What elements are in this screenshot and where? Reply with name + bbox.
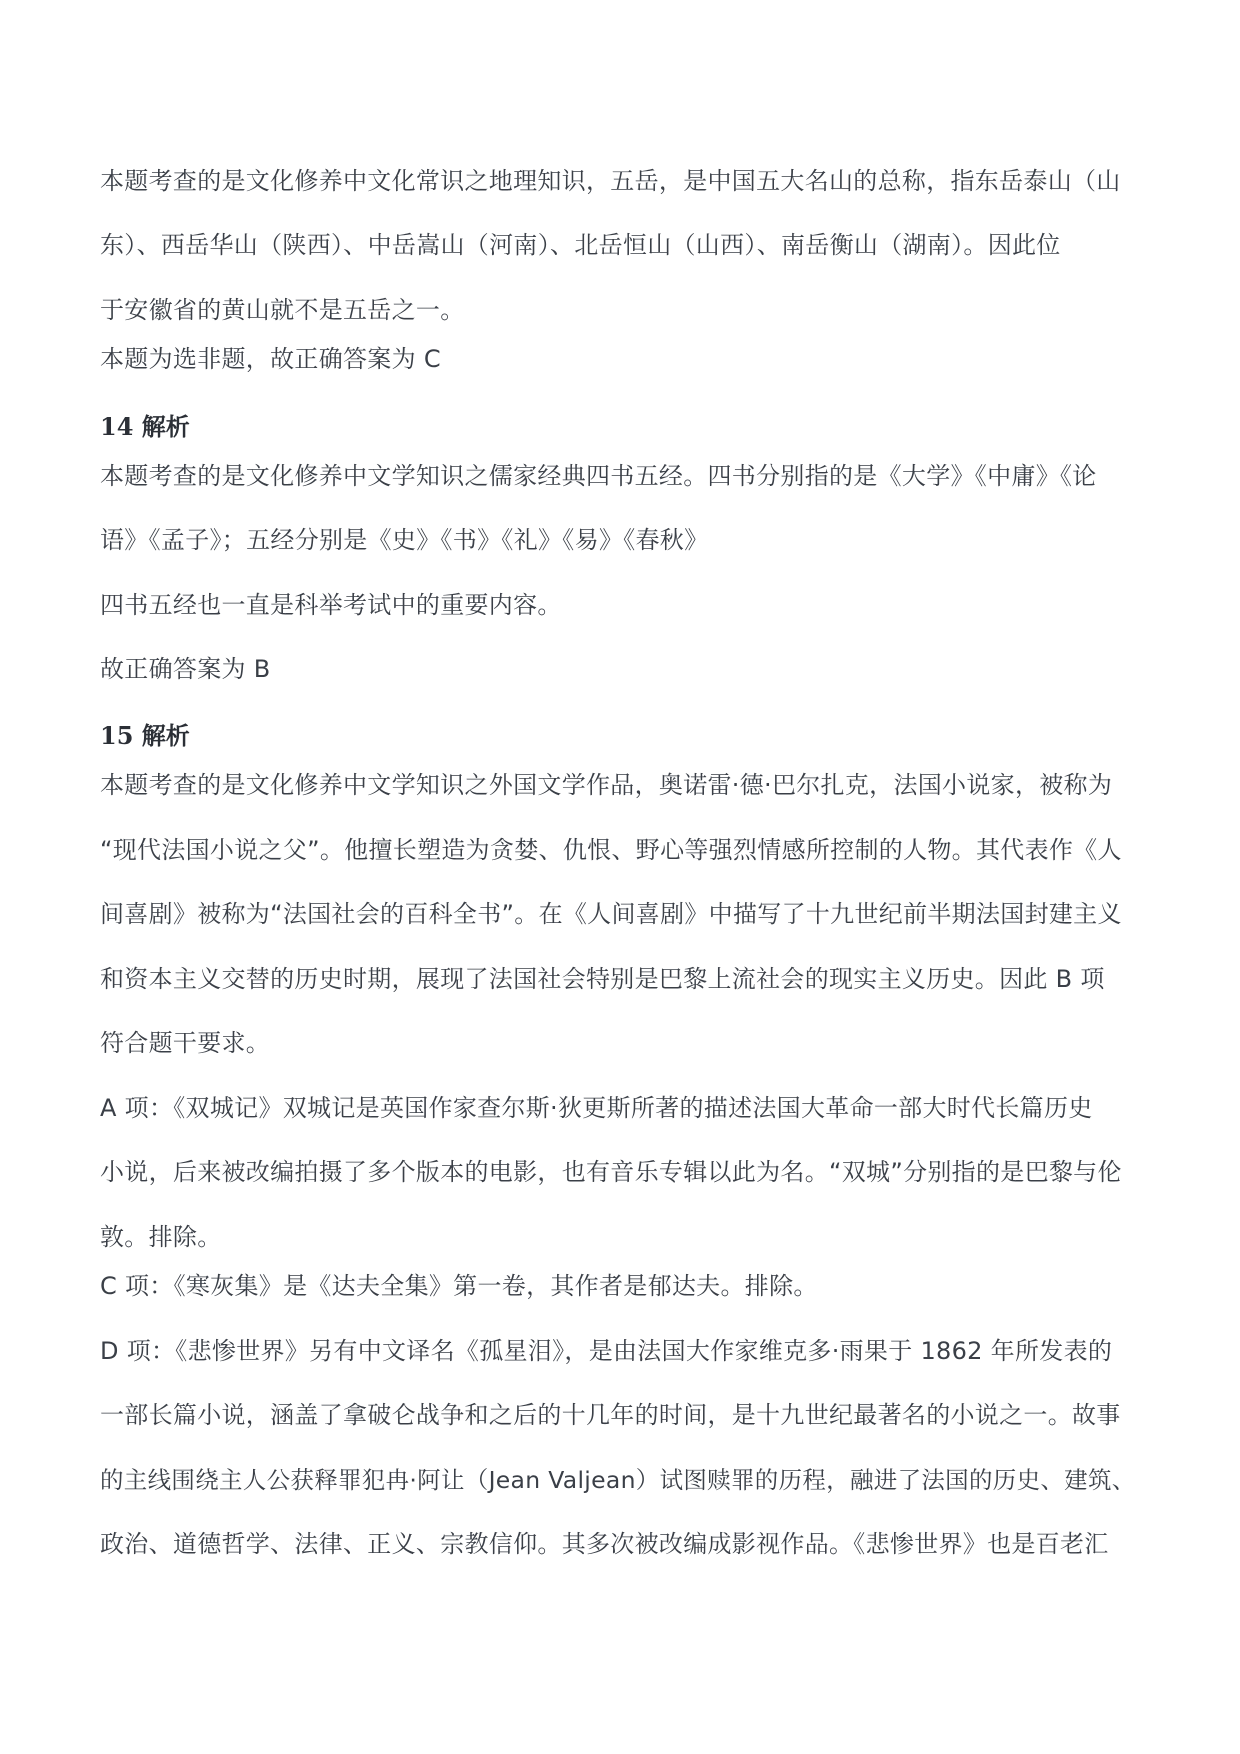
q15-heading: 15 解析 xyxy=(100,721,190,750)
q15-option-a-line-3: 敦。排除。 xyxy=(100,1223,222,1251)
q14-line-1: 本题考查的是文化修养中文学知识之儒家经典四书五经。四书分别指的是《大学》《中庸》《论 xyxy=(100,462,1097,490)
q15-option-d-line-2: 一部长篇小说，涵盖了拿破仑战争和之后的十几年的时间，是十九世纪最著名的小说之一。故事 xyxy=(100,1401,1121,1429)
q15-option-a-line-1: A 项：《双城记》双城记是英国作家查尔斯·狄更斯所著的描述法国大革命一部大时代长篇历史 xyxy=(100,1094,1093,1122)
q15-line-3: 间喜剧》被称为“法国社会的百科全书”。在《人间喜剧》中描写了十九世纪前半期法国封建主义 xyxy=(100,900,1122,928)
q15-line-4: 和资本主义交替的历史时期，展现了法国社会特别是巴黎上流社会的现实主义历史。因此 B 项 xyxy=(100,965,1105,993)
q13-answer: 本题为选非题，故正确答案为 C xyxy=(100,345,441,373)
q15-option-c: C 项：《寒灰集》是《达夫全集》第一卷，其作者是郁达夫。排除。 xyxy=(100,1272,818,1300)
q13-line-2: 东）、西岳华山（陕西）、中岳嵩山（河南）、北岳恒山（山西）、南岳衡山（湖南）。因此位 xyxy=(100,231,1061,259)
q15-option-a-line-2: 小说，后来被改编拍摄了多个版本的电影，也有音乐专辑以此为名。“双城”分别指的是巴黎与伦 xyxy=(100,1158,1122,1186)
q15-option-d-line-1: D 项：《悲惨世界》另有中文译名《孤星泪》，是由法国大作家维克多·雨果于 1862 年所发表的 xyxy=(100,1337,1113,1365)
q15-line-2: “现代法国小说之父”。他擅长塑造为贪婪、仇恨、野心等强烈情感所控制的人物。其代表作《人 xyxy=(100,836,1122,864)
q15-line-5: 符合题干要求。 xyxy=(100,1029,271,1057)
q14-answer: 故正确答案为 B xyxy=(100,655,271,683)
q13-line-3: 于安徽省的黄山就不是五岳之一。 xyxy=(100,296,465,324)
q15-option-d-line-3: 的主线围绕主人公获释罪犯冉·阿让（Jean Valjean）试图赎罪的历程，融进了法国的历史、建筑、 xyxy=(100,1466,1136,1494)
q14-line-2: 语》《孟子》；五经分别是《史》《书》《礼》《易》《春秋》 xyxy=(100,526,709,554)
q14-heading: 14 解析 xyxy=(100,412,190,441)
q13-line-1: 本题考查的是文化修养中文化常识之地理知识，五岳，是中国五大名山的总称，指东岳泰山（山 xyxy=(100,167,1121,195)
q15-option-d-line-4: 政治、道德哲学、法律、正义、宗教信仰。其多次被改编成影视作品。《悲惨世界》也是百老汇 xyxy=(100,1530,1109,1558)
q15-line-1: 本题考查的是文化修养中文学知识之外国文学作品，奥诺雷·德·巴尔扎克，法国小说家，被称为 xyxy=(100,771,1113,799)
q14-line-3: 四书五经也一直是科举考试中的重要内容。 xyxy=(100,591,562,619)
